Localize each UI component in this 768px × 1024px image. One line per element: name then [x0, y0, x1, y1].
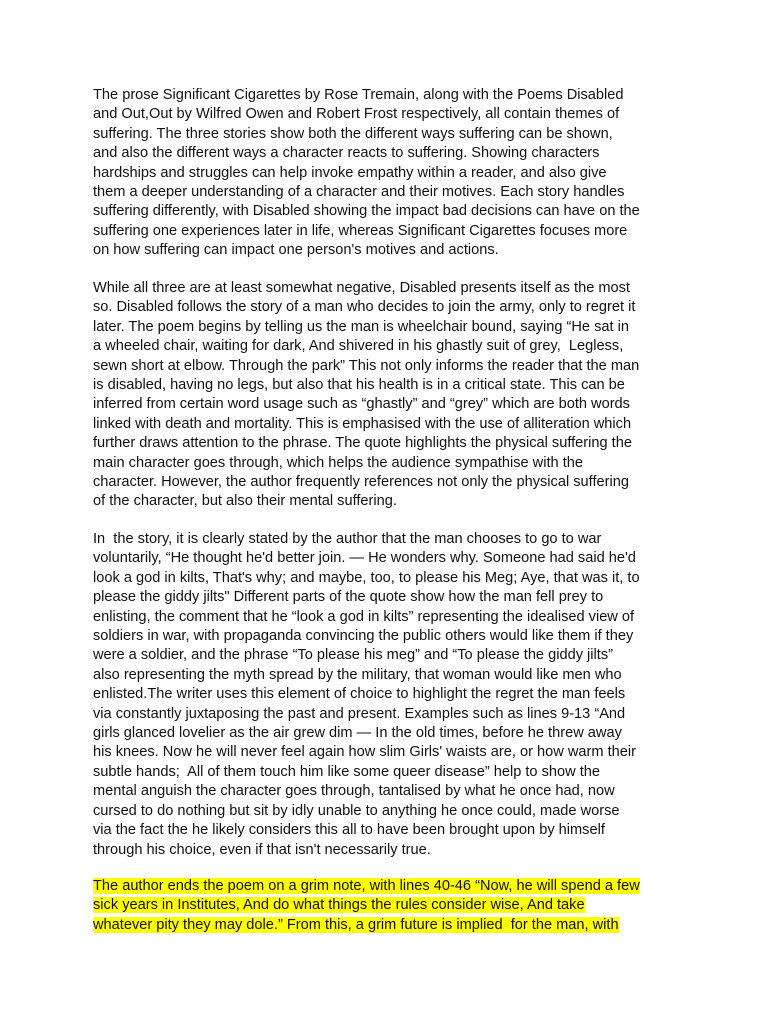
text-line: In the story, it is clearly stated by the author that the man chooses to go to war	[93, 531, 602, 547]
text-line: is disabled, having no legs, but also that his health is in a critical state. This can be	[93, 377, 625, 394]
text-line: inferred from certain word usage such as “ghastly” and “grey” which are both words	[93, 396, 630, 413]
text-line: main character goes through, which helps the audience sympathise with the	[93, 454, 583, 471]
text-line: via constantly juxtaposing the past and present. Examples such as lines 9-13 “And	[93, 705, 626, 722]
text-line: and Out,Out by Wilfred Owen and Robert Frost respectively, all contain themes of	[93, 106, 620, 123]
highlighted-text-line: The author ends the poem on a grim note, with lines 40-46 “Now, he will spend a few	[93, 878, 640, 894]
text-line: and also the different ways a character reacts to suffering. Showing characters	[93, 145, 600, 162]
text-line: character. However, the author frequently references not only the physical suffering	[93, 474, 629, 491]
text-line: The prose Significant Cigarettes by Rose Tremain, along with the Poems Disabled	[93, 87, 624, 103]
text-line: enlisted.The writer uses this element of choice to highlight the regret the man feels	[93, 686, 626, 703]
text-line: girls glanced lovelier as the air grew dim — In the old times, before he threw away	[93, 725, 622, 742]
text-line: via the fact the he likely considers this all to have been brought upon by himself	[93, 822, 605, 839]
text-line: linked with death and mortality. This is emphasised with the use of alliteration which	[93, 415, 632, 432]
text-line: hardships and struggles can help invoke empathy within a reader, and also give	[93, 164, 607, 181]
text-line: look a god in kilts, That's why; and maybe, too, to please his Meg; Aye, that was it, to	[93, 569, 640, 586]
text-line: enlisting, the comment that he “look a god in kilts” representing the idealised view of	[93, 608, 635, 625]
text-line: mental anguish the character goes through, tantalised by what he once had, now	[93, 783, 615, 800]
text-line: further draws attention to the phrase. The quote highlights the physical suffering the	[93, 435, 632, 452]
text-line: cursed to do nothing but sit by idly unable to anything he once could, made worse	[93, 802, 620, 819]
text-line: also representing the myth spread by the military, that woman would like men who	[93, 666, 622, 683]
text-line: them a deeper understanding of a character and their motives. Each story handles	[93, 184, 625, 201]
text-line: his knees. Now he will never feel again how slim Girls' waists are, or how warm their	[93, 744, 636, 761]
text-line: a wheeled chair, waiting for dark, And shivered in his ghastly suit of grey, Legless,	[93, 338, 624, 355]
paragraph-choice-analysis	[93, 530, 683, 860]
text-line: later. The poem begins by telling us the man is wheelchair bound, saying “He sat in	[93, 318, 629, 335]
highlighted-text-line: whatever pity they may dole.” From this, a grim future is implied for the man, with	[93, 916, 619, 933]
text-line: were a soldier, and the phrase “To please his meg” and “To please the giddy jilts”	[93, 647, 613, 664]
text-line: suffering. The three stories show both the different ways suffering can be shown,	[93, 125, 613, 142]
text-line: suffering one experiences later in life, whereas Significant Cigarettes focuses more	[93, 222, 628, 239]
text-line: voluntarily, “He thought he'd better join. — He wonders why. Someone had said he'd	[93, 550, 636, 567]
text-line: through his choice, even if that isn't necessarily true.	[93, 841, 431, 858]
text-line: soldiers in war, with propaganda convincing the public others would like them if they	[93, 628, 634, 645]
text-line: sewn short at elbow. Through the park” This not only informs the reader that the man	[93, 357, 640, 374]
text-line: so. Disabled follows the story of a man who decides to join the army, only to regret it	[93, 299, 636, 316]
text-line: please the giddy jilts" Different parts of the quote show how the man fell prey to	[93, 589, 604, 606]
text-line: of the character, but also their mental suffering.	[93, 493, 397, 510]
paragraph-introduction	[93, 86, 683, 261]
text-line: on how suffering can impact one person's motives and actions.	[93, 242, 499, 259]
paragraph-disabled-analysis	[93, 279, 683, 512]
text-line: While all three are at least somewhat negative, Disabled presents itself as the most	[93, 280, 630, 296]
text-line: subtle hands; All of them touch him like some queer disease” help to show the	[93, 763, 601, 780]
highlighted-text-line: sick years in Institutes, And do what things the rules consider wise, And take	[93, 897, 585, 914]
paragraph-conclusion-highlighted	[93, 877, 683, 935]
text-line: suffering differently, with Disabled showing the impact bad decisions can have on the	[93, 203, 640, 220]
